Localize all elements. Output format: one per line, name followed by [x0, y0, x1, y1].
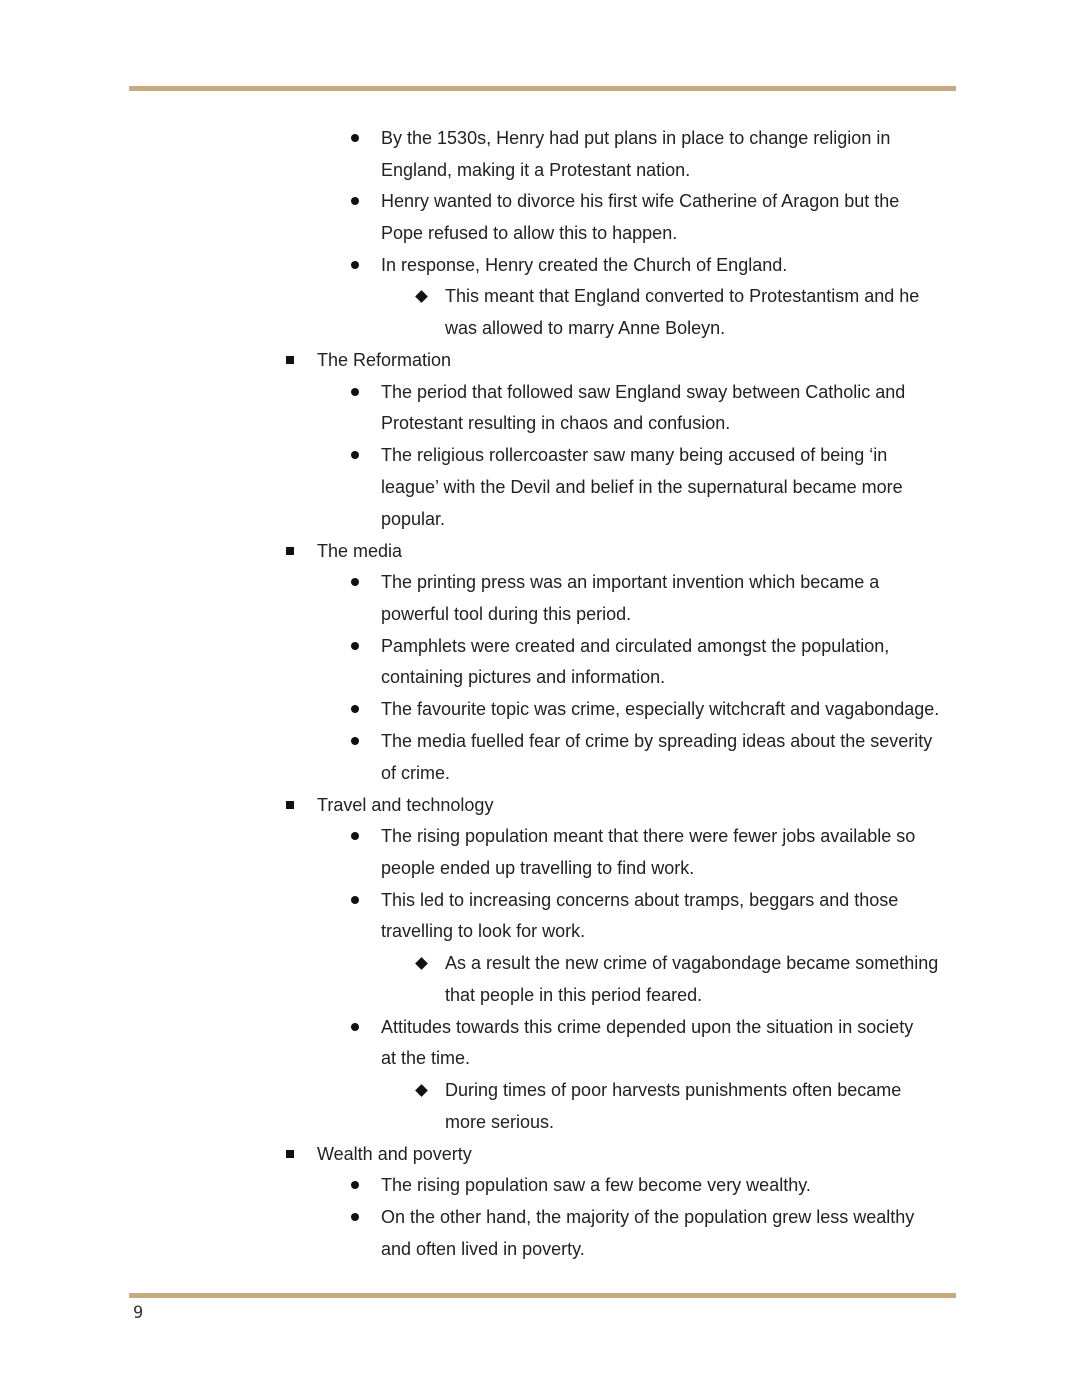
bullet-marker	[351, 737, 359, 745]
bullet-marker	[351, 1181, 359, 1189]
text-line: at the time.	[381, 1048, 471, 1068]
section-heading: Travel and technology	[317, 795, 494, 815]
bullet-marker	[351, 451, 359, 459]
square-bullet-marker	[286, 1150, 294, 1158]
text-line: The rising population saw a few become very wealthy.	[381, 1175, 811, 1195]
header-rule	[129, 86, 956, 91]
text-line: The period that followed saw England sway between Catholic and	[381, 382, 906, 402]
bullet-marker	[351, 1023, 359, 1031]
text-line: Pope refused to allow this to happen.	[381, 223, 678, 243]
text-line: Henry wanted to divorce his first wife Catherine of Aragon but the	[381, 191, 900, 211]
text-line: On the other hand, the majority of the population grew less wealthy	[381, 1207, 915, 1227]
text-line: In response, Henry created the Church of England.	[381, 255, 788, 275]
text-line: Pamphlets were created and circulated amongst the population,	[381, 636, 890, 656]
text-line: The rising population meant that there were fewer jobs available so	[381, 826, 916, 846]
bullet-marker	[351, 832, 359, 840]
bullet-marker	[351, 705, 359, 713]
diamond-bullet-marker	[415, 1084, 428, 1097]
bullet-marker	[351, 134, 359, 142]
bullet-marker	[351, 388, 359, 396]
page-number: 9	[133, 1303, 144, 1323]
text-line: As a result the new crime of vagabondage became something	[445, 953, 939, 973]
text-line: league’ with the Devil and belief in the supernatural became more	[381, 477, 903, 497]
bullet-marker	[351, 1213, 359, 1221]
text-line: and often lived in poverty.	[381, 1239, 585, 1259]
text-line: This led to increasing concerns about tramps, beggars and those	[381, 890, 899, 910]
text-line: travelling to look for work.	[381, 921, 586, 941]
text-line: containing pictures and information.	[381, 667, 666, 687]
text-line: powerful tool during this period.	[381, 604, 632, 624]
bullet-marker	[351, 896, 359, 904]
bullet-marker	[351, 261, 359, 269]
text-line: The media fuelled fear of crime by spreading ideas about the severity	[381, 731, 933, 751]
text-line: The printing press was an important invention which became a	[381, 572, 880, 592]
text-line: The religious rollercoaster saw many being accused of being ‘in	[381, 445, 888, 465]
text-line: During times of poor harvests punishments often became	[445, 1080, 902, 1100]
text-line: By the 1530s, Henry had put plans in place to change religion in	[381, 128, 891, 148]
text-line: The favourite topic was crime, especially witchcraft and vagabondage.	[381, 699, 940, 719]
bullet-marker	[351, 642, 359, 650]
section-heading: Wealth and poverty	[317, 1144, 472, 1164]
text-line: England, making it a Protestant nation.	[381, 160, 691, 180]
diamond-bullet-marker	[415, 290, 428, 303]
bullet-marker	[351, 197, 359, 205]
section-heading: The Reformation	[317, 350, 452, 370]
text-line: This meant that England converted to Protestantism and he	[445, 286, 920, 306]
square-bullet-marker	[286, 356, 294, 364]
diamond-bullet-marker	[415, 957, 428, 970]
text-line: people ended up travelling to find work.	[381, 858, 695, 878]
text-line: popular.	[381, 509, 446, 529]
text-line: that people in this period feared.	[445, 985, 703, 1005]
square-bullet-marker	[286, 801, 294, 809]
bullet-marker	[351, 578, 359, 586]
text-line: more serious.	[445, 1112, 555, 1132]
footer-rule	[129, 1293, 956, 1298]
text-line: Attitudes towards this crime depended upon the situation in society	[381, 1017, 914, 1037]
text-line: of crime.	[381, 763, 451, 783]
section-heading: The media	[317, 541, 403, 561]
square-bullet-marker	[286, 547, 294, 555]
text-line: was allowed to marry Anne Boleyn.	[445, 318, 726, 338]
text-line: Protestant resulting in chaos and confusion.	[381, 413, 731, 433]
